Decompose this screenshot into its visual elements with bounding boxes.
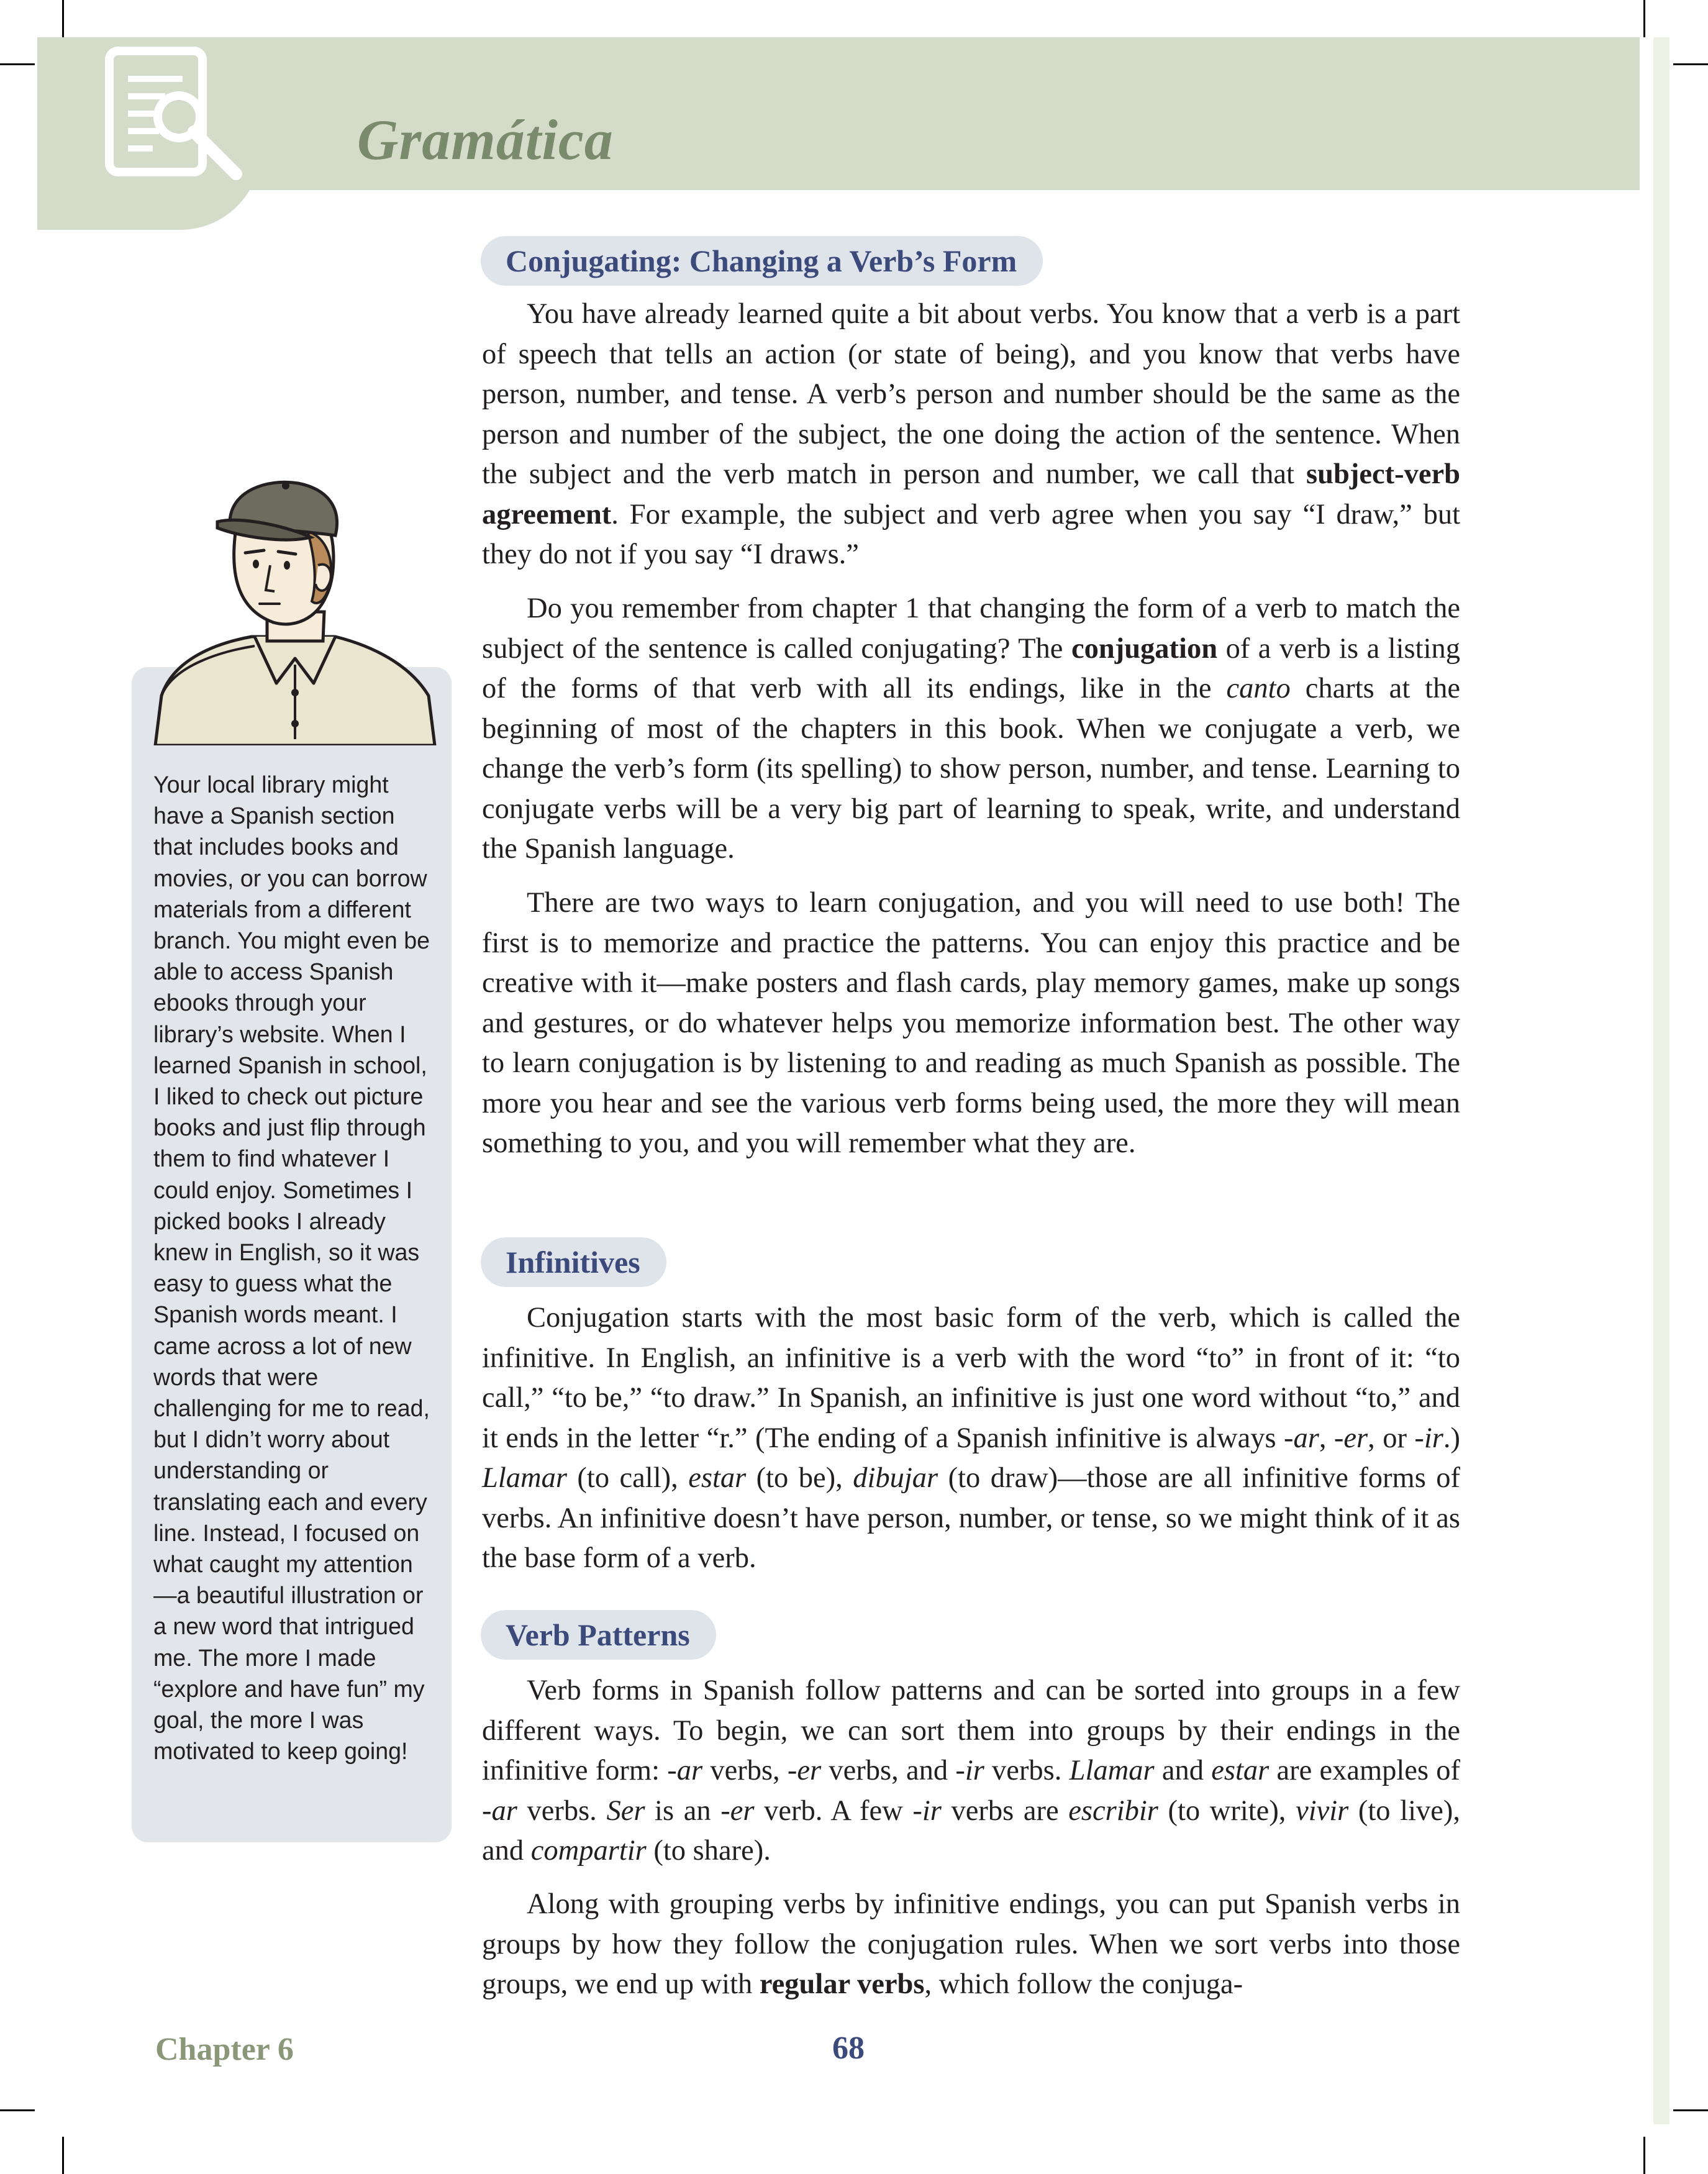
crop-mark [0, 2109, 35, 2111]
crop-mark [62, 0, 64, 37]
section-heading: Conjugating: Changing a Verb’s Form [481, 236, 1043, 286]
crop-mark [1643, 2137, 1645, 2174]
body-paragraph: Along with grouping verbs by infinitive endings, you can put Spanish verbs in groups by how they follow the conjugation rules. When we sort verbs into those groups, we end up with regular verbs, which follow the conjuga- [482, 1888, 1460, 2000]
body-paragraph: You have already learned quite a bit about verbs. You know that a verb is a part of speech that tells an action (or state of being), and you know that verbs have person, number, and tense. A verb’s person and number should be the same as the person and number of the subject, the one doing the action of the sentence. When the subject and the verb match in person and number, we call that subject-verb agreement. For example, the subject and verb agree when you say “I draw,” but they do not if you say “I draws.” [482, 298, 1460, 570]
section-heading: Verb Patterns [481, 1610, 716, 1660]
crop-mark [0, 63, 35, 65]
italic-term: canto [1226, 673, 1291, 704]
page-edge-bar [1653, 37, 1669, 2124]
body-paragraph: Do you remember from chapter 1 that changing the form of a verb to match the subject of the sentence is called conjugating? The conjugation of a verb is a listing of the forms of that verb with all its endings, like in the canto charts at the beginning of most of the chapters in this book. When we conjugate a verb, we change the verb’s form (its spelling) to show person, number, and tense. Learning to conjugate verbs will be a very big part of learning to speak, write, and understand the Spanish language. [482, 593, 1460, 865]
boy-with-cap-illustration [149, 478, 447, 745]
bold-term: subject-verb agreement [482, 458, 1460, 530]
page-number: 68 [832, 2031, 865, 2066]
page-title: Gramática [357, 108, 614, 171]
section-heading: Infinitives [481, 1237, 666, 1287]
document-search-icon [99, 43, 248, 199]
chapter-label: Chapter 6 [155, 2032, 294, 2067]
bold-term: regular verbs [759, 1968, 925, 2000]
sidebar-note: Your local library might have a Spanish section that includes books and movies, or you can borrow materials from a different branch. You might even be able to access Spanish ebooks through your library’s website. When I learned Spanish in school, I liked to check out picture books and just flip through them to find whatever I could enjoy. Sometimes I picked books I already knew in English, so it was easy to guess what the Spanish words meant. I came across a lot of new words that were challenging for me to read, but I didn’t worry about understanding or translating each and every line. Instead, I focused on what caught my attention—a beautiful illustration or a new word that intrigued me. The more I made “explore and have fun” my goal, the more I was motivated to keep going! [153, 771, 430, 1765]
crop-mark [62, 2137, 64, 2174]
header-band [37, 37, 1640, 190]
bold-term: conjugation [1071, 632, 1218, 665]
crop-mark [1673, 63, 1708, 65]
crop-mark [1673, 2109, 1708, 2111]
crop-mark [1643, 0, 1645, 37]
body-paragraph: There are two ways to learn conjugation, and you will need to use both! The first is to memorize and practice the patterns. You can enjoy this practice and be creative with it—make posters and flash cards, play memory games, make up songs and gestures, or do whatever helps you memorize information best. The other way to learn conjugation is by listening to and reading as much Spanish as possible. The more you hear and see the various verb forms being used, the more they will mean something to you, and you will remember what they are. [482, 887, 1460, 1159]
body-paragraph: Conjugation starts with the most basic form of the verb, which is called the infinitive. In English, an infinitive is a verb with the word “to” in front of it: “to call,” “to be,” “to draw.” In Spanish, an infinitive is just one word without “to,” and it ends in the letter “r.” (The ending of a Spanish infinitive is always -ar, -er, or -ir.) Llamar (to call), estar (to be), dibujar (to draw)—those are all infinitive forms of verbs. An infinitive doesn’t have person, number, or tense, so we might think of it as the base form of a verb. [482, 1302, 1460, 1574]
body-paragraph: Verb forms in Spanish follow patterns and can be sorted into groups in a few different ways. To begin, we can sort them into groups by their endings in the infinitive form: -ar verbs, -er verbs, and -ir verbs. Llamar and estar are examples of -ar verbs. Ser is an -er verb. A few -ir verbs are escribir (to write), vivir (to live), and compartir (to share). [482, 1675, 1461, 1867]
